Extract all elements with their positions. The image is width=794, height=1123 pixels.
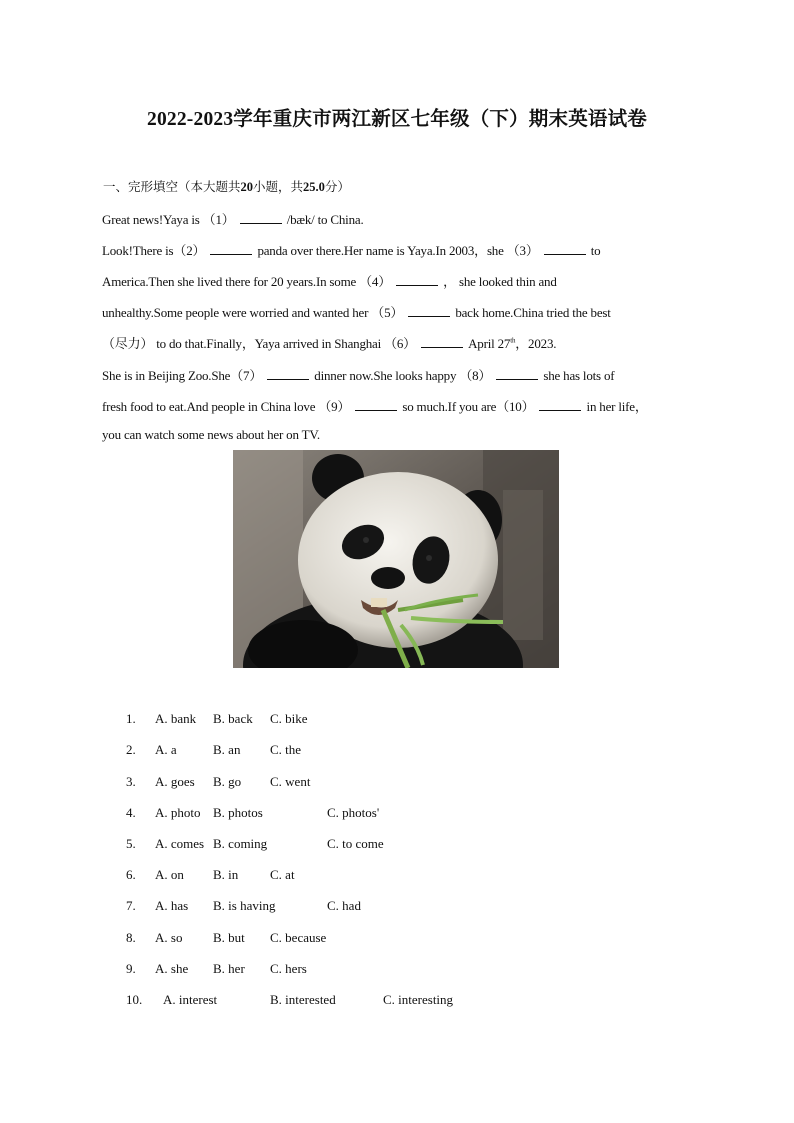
answer-blank-1: [240, 213, 282, 224]
section-score: 25.0: [303, 180, 325, 194]
question-number: 10.: [126, 992, 143, 1007]
option-a[interactable]: A. she: [155, 961, 189, 976]
option-c[interactable]: C. the: [270, 742, 302, 757]
answer-blank-9: [355, 400, 397, 411]
option-a[interactable]: A. a: [155, 742, 177, 757]
page-title: 2022-2023学年重庆市两江新区七年级（下）期末英语试卷: [147, 109, 647, 130]
passage-text: （尽力） to do that.Finally，Yaya arrived in Shanghai （6）: [102, 336, 416, 351]
answer-blank-6: [421, 337, 463, 348]
passage-line-6: [102, 365, 614, 384]
passage-text: /bæk/ to China.: [286, 212, 364, 227]
section-label: 一、完形填空（本大题共: [103, 180, 241, 194]
question-number: 8.: [126, 930, 136, 945]
section-count: 20: [240, 180, 254, 194]
option-b[interactable]: B. coming: [213, 836, 268, 851]
panda-photo: [233, 450, 559, 668]
option-b[interactable]: B. her: [213, 961, 245, 976]
question-number: 6.: [126, 867, 136, 882]
section-end: 分）: [324, 180, 350, 194]
passage-text: in her life，: [586, 399, 648, 414]
question-number: 4.: [126, 805, 136, 820]
option-a[interactable]: A. bank: [155, 711, 197, 726]
answer-blank-7: [267, 369, 309, 380]
option-a[interactable]: A. photo: [155, 805, 201, 820]
answer-blank-5: [408, 306, 450, 317]
option-a[interactable]: A. interest: [163, 992, 218, 1007]
option-c[interactable]: C. hers: [270, 961, 307, 976]
passage-text: you can watch some news about her on TV.: [102, 427, 320, 442]
option-a[interactable]: A. on: [155, 867, 184, 882]
option-b[interactable]: B. go: [213, 774, 242, 789]
passage-line-1: [102, 209, 364, 228]
passage-text: unhealthy.Some people were worried and wanted her （5）: [102, 305, 404, 320]
passage-line-8: [102, 427, 320, 443]
question-number: 3.: [126, 774, 136, 789]
option-b[interactable]: B. back: [213, 711, 253, 726]
option-b[interactable]: B. an: [213, 742, 241, 757]
passage-text: April 27: [468, 336, 511, 351]
passage-text: so much.If you are（10）: [402, 399, 535, 414]
answer-blank-2: [210, 244, 252, 255]
date-suffix: th: [510, 336, 516, 345]
option-a[interactable]: A. comes: [155, 836, 205, 851]
option-c[interactable]: C. had: [327, 898, 361, 913]
passage-text: she has lots of: [543, 368, 615, 383]
passage-line-4: [102, 302, 611, 321]
question-number: 1.: [126, 711, 136, 726]
question-number: 9.: [126, 961, 136, 976]
option-c[interactable]: C. bike: [270, 711, 308, 726]
question-number: 7.: [126, 898, 136, 913]
option-c[interactable]: C. at: [270, 867, 295, 882]
option-c[interactable]: C. photos': [327, 805, 380, 820]
passage-text: panda over there.Her name is Yaya.In 2003，she （3）: [257, 243, 539, 258]
passage-text: She is in Beijing Zoo.She（7）: [102, 368, 263, 383]
passage-text: back home.China tried the best: [455, 305, 611, 320]
passage-text: Great news!Yaya is （1）: [102, 212, 235, 227]
passage-line-2: [102, 240, 600, 259]
passage-text: to: [590, 243, 601, 258]
passage-text: fresh food to eat.And people in China love （9）: [102, 399, 351, 414]
option-b[interactable]: B. is having: [213, 898, 276, 913]
option-b[interactable]: B. photos: [213, 805, 263, 820]
question-number: 2.: [126, 742, 136, 757]
passage-line-7: [102, 396, 648, 415]
passage-line-3: [102, 271, 557, 290]
option-b[interactable]: B. in: [213, 867, 239, 882]
passage-text: ，2023.: [515, 336, 557, 351]
answer-blank-10: [539, 400, 581, 411]
answer-blank-8: [496, 369, 538, 380]
passage-text: dinner now.She looks happy （8）: [314, 368, 492, 383]
option-a[interactable]: A. goes: [155, 774, 195, 789]
passage-text: Look!There is（2）: [102, 243, 206, 258]
option-a[interactable]: A. so: [155, 930, 183, 945]
option-b[interactable]: B. but: [213, 930, 245, 945]
option-c[interactable]: C. to come: [327, 836, 384, 851]
option-b[interactable]: B. interested: [270, 992, 336, 1007]
section-mid: 小题，共: [253, 180, 304, 194]
passage-text: ， she looked thin and: [443, 274, 557, 289]
passage-line-5: [102, 333, 556, 352]
answer-blank-4: [396, 275, 438, 286]
section-heading: [103, 177, 350, 195]
option-c[interactable]: C. interesting: [383, 992, 454, 1007]
option-c[interactable]: C. went: [270, 774, 311, 789]
option-c[interactable]: C. because: [270, 930, 327, 945]
passage-text: America.Then she lived there for 20 years.In some （4）: [102, 274, 392, 289]
answer-blank-3: [544, 244, 586, 255]
question-number: 5.: [126, 836, 136, 851]
panda-illustration: [233, 450, 559, 668]
option-a[interactable]: A. has: [155, 898, 189, 913]
